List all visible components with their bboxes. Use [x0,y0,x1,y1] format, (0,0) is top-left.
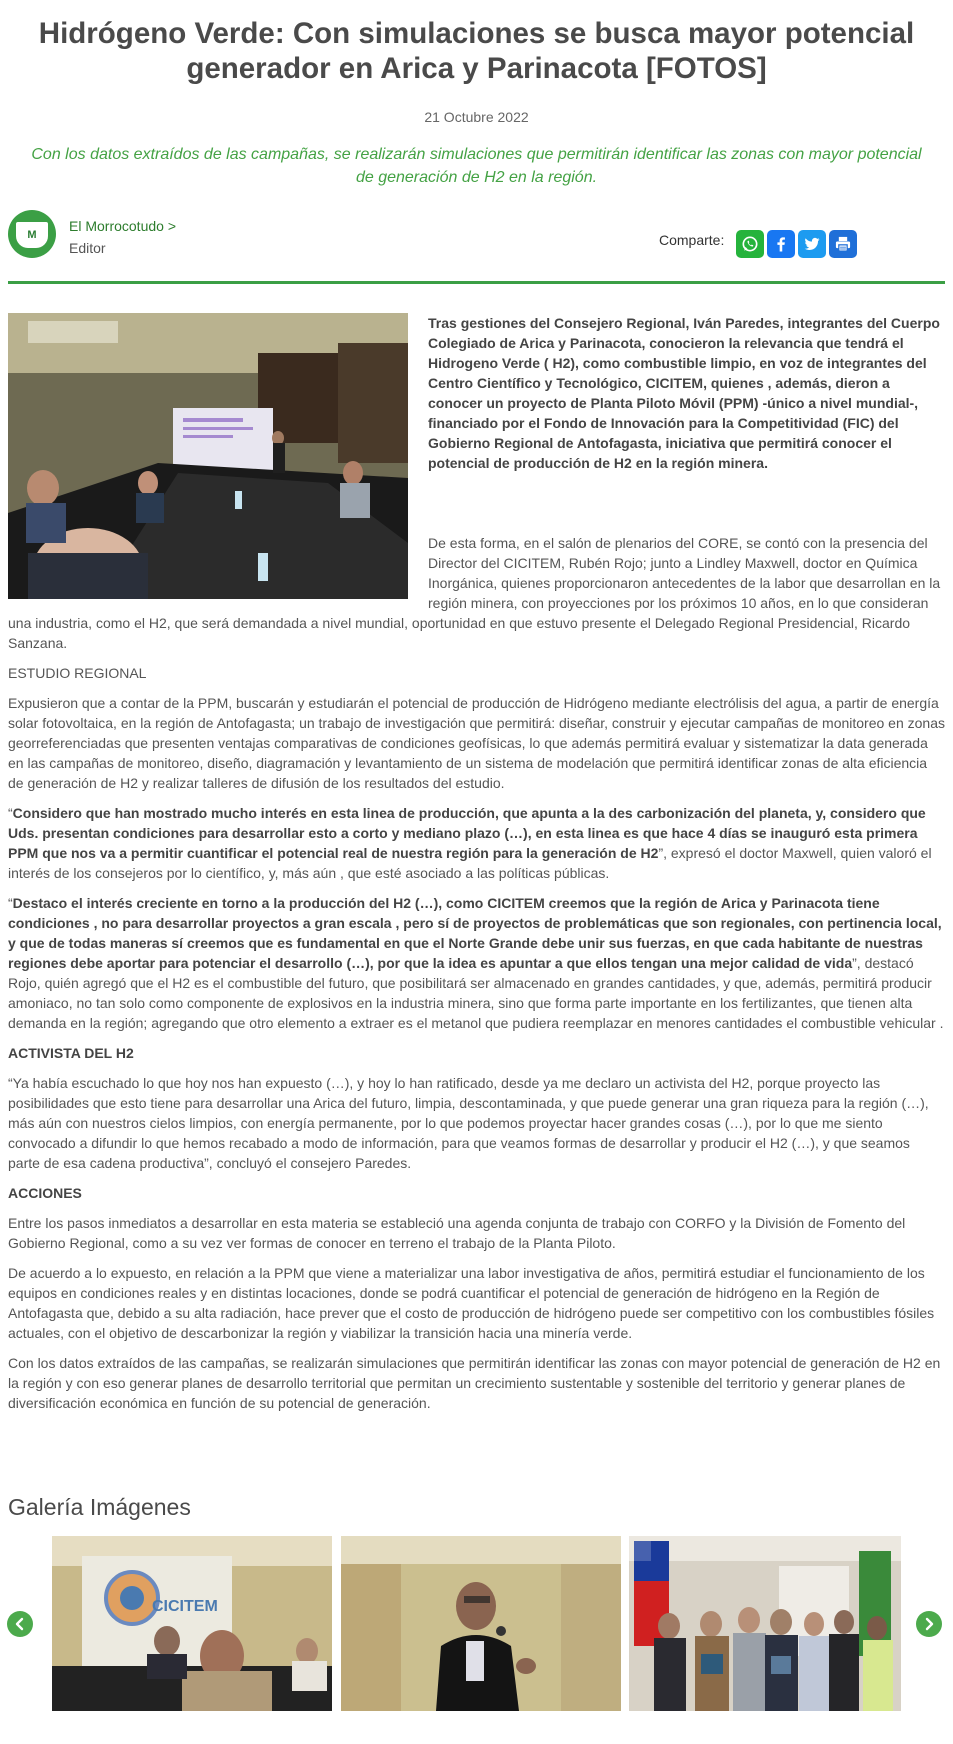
twitter-share-button[interactable] [798,230,826,258]
article-paragraph: Con los datos extraídos de las campañas, se realizarán simulaciones que permitirán identificar las zonas con mayor potencial de generación de H2 en la región y con eso generar planes de desarrollo territorial que permitan un crecimiento sustentable y sostenible del territorio y generar planes de diversificación económica en función de su potencial de generación. [8,1355,941,1411]
print-icon [833,234,853,254]
cicitem-logo-text: CICITEM [152,1598,218,1615]
article-intro: Tras gestiones del Consejero Regional, Iván Paredes, integrantes del Cuerpo Colegiado de Arica y Parinacota, conocieron la relevancia que tendrá el Hidrogeno Verde ( H2), como combustible limpio, en voz de integrantes del Centro Científico y Tecnológico, CICITEM, quienes , además, dieron a conocer un proyecto de Planta Piloto Móvil (PPM) -único a nivel mundial-, financiado por el Fondo de Innovación para la Competitividad (FIC) del Gobierno Regional de Antofagasta, iniciativa que permitirá conocer el potencial de producción de H2 en la región minera. [428,315,940,471]
main-photo[interactable] [8,313,408,599]
publish-date: 21 Octubre 2022 [424,109,529,125]
quote-attribution: ”, destacó Rojo, quién agregó que el H2 es el combustible del futuro, que posibilitará ser almacenado en grandes cantidades, y que, además, permitirá producir amoniaco, no tan solo como componente de explosivos en la industria minera, sino que forma parte importante en los fertilizantes, que tienen alta demanda en la región; agregando que otro elemento a extraer es el metanol que pudiera reemplazar en menores cantidades el combustible vehicular . [8,955,944,1031]
gallery-image[interactable] [52,1536,332,1711]
author-avatar[interactable] [8,210,56,258]
article-paragraph: De esta forma, en el salón de plenarios del CORE, se contó con la presencia del Director del CICITEM, Rubén Rojo; junto a Lindley Maxwell, doctor en Química Inorgánica, quienes proporcionaron antecedentes de la labor que desarrollan en la región minera, con proyecciones por los próximos 10 años, en lo que consideran una industria, como el H2, que será demandada a nivel mundial, oportunidad en que estuvo presente el Delegado Regional Presidencial, Ricardo Sanzana. [8,535,941,651]
section-heading-activista: ACTIVISTA DEL H2 [8,1045,134,1061]
twitter-icon [802,234,822,254]
article-lead: Con los datos extraídos de las campañas, se realizarán simulaciones que permitirán identificar las zonas con mayor potencial de generación de H2 en la región. [31,146,922,186]
chevron-left-icon [13,1617,27,1631]
quote-open-mark: “ [8,805,13,821]
gallery-prev-button[interactable] [7,1611,33,1637]
quote-bold-text: Destaco el interés creciente en torno a la producción del H2 (…), como CICITEM creemos que la región de Arica y Parinacota tiene condiciones , no para desarrollar proyectos a gran escala , pero sí de proyectos de problemáticas que son regionales, con pertinencia local, y que de todas maneras sí creemos que es fundamental en que el Norte Grande debe unir sus fuerzas, en que cada habitante de nuestras regiones debe aportar para potenciar el desarrollo (…), por que la idea es apuntar a que ellos tengan una mejor calidad de vida [8,895,942,971]
share-label: Comparte: [659,232,725,248]
chevron-right-icon [922,1617,936,1631]
header-divider [8,281,945,284]
quote-rojo [8,893,945,1033]
section-heading-estudio: ESTUDIO REGIONAL [8,665,147,681]
whatsapp-icon [740,234,760,254]
facebook-share-button[interactable] [767,230,795,258]
article-paragraph: De acuerdo a lo expuesto, en relación a la PPM que viene a materializar una labor investigativa de años, permitirá estudiar el funcionamiento de los equipos en condiciones reales y en distintas locaciones, donde se podrá cuantificar el potencial de generación de hidrógeno en la Región de Antofagasta que, debido a su alta radiación, hace prever que el costo de producción de hidrógeno puede ser competitivo con los combustibles fósiles actuales, con el objetivo de descarbonizar la región y viabilizar la transición hacia una minería verde. [8,1265,935,1341]
section-heading-acciones: ACCIONES [8,1185,82,1201]
print-button[interactable] [829,230,857,258]
article-paragraph: Entre los pasos inmediatos a desarrollar en esta materia se estableció una agenda conjunta de trabajo con CORFO y la División de Fomento del Gobierno Regional, como a su vez ver formas de conocer en terreno el trabajo de la Planta Piloto. [8,1215,906,1251]
author-role: Editor [69,240,106,256]
author-name-link[interactable]: El Morrocotudo > [69,218,176,234]
quote-attribution: ”, expresó el doctor Maxwell, quien valoró el interés de los consejeros por lo científico, y, más aún , que esté asociado a las políticas públicas. [8,845,932,881]
gallery-image[interactable] [341,1536,621,1711]
image-gallery-carousel [0,1536,953,1712]
facebook-icon [771,234,791,254]
whatsapp-share-button[interactable] [736,230,764,258]
author-share-bar [8,210,945,262]
article-paragraph: Expusieron que a contar de la PPM, buscarán y estudiarán el potencial de producción de Hidrógeno mediante electrólisis del agua, a partir de energía solar fotovoltaica, en la región de Antofagasta; un trabajo de investigación que permitirá: diseñar, construir y ejecutar campañas de monitoreo en zonas georreferenciadas que presenten ventajas comparativas de condiciones geofísicas, lo que además permitirá evaluar y sistematizar la data generada en las campañas de monitoreo, diseño, diagramación y levantamiento de un sistema de modelación que permitirá identificar zonas de alta eficiencia de generación de H2 y realizar talleres de difusión de los resultados del estudio. [8,695,946,791]
page-title: Hidrógeno Verde: Con simulaciones se busca mayor potencial generador en Arica y Parinacota [FOTOS] [38,17,915,85]
quote-open-mark: “ [8,895,13,911]
gallery-next-button[interactable] [916,1611,942,1637]
article-paragraph: “Ya había escuchado lo que hoy nos han expuesto (…), y hoy lo han ratificado, desde ya me declaro un activista del H2, porque proyecto las posibilidades que esto tiene para desarrollar una Arica del futuro, limpia, descontaminada, y que puede generar una gran riqueza para la región (…), más aún con nuestros cielos limpios, con energía permanente, por lo que podemos proyectar hacer grandes cosas (…), por lo que me siento convocado a difundir lo que hemos recabado a modo de información, para que veamos formas de desarrollar y producir el H2 (…), y que seamos parte de esa cadena productiva”, concluyó el consejero Paredes. [8,1075,929,1171]
gallery-title: Galería Imágenes [8,1494,191,1520]
article-body [8,313,945,1423]
quote-maxwell [8,803,945,883]
gallery-image[interactable] [629,1536,901,1711]
avatar-letter: M [16,222,48,248]
quote-bold-text: Considero que han mostrado mucho interés en esta linea de producción, que apunta a la des carbonización del planeta, y, considero que Uds. presentan condiciones para desarrollar esto a corto y mediano plazo (…), en esta linea es que hace 4 días se inauguró esta primera PPM que nos va a permitir cuantificar el potencial real de nuestra región para la generación de H2 [8,805,926,861]
